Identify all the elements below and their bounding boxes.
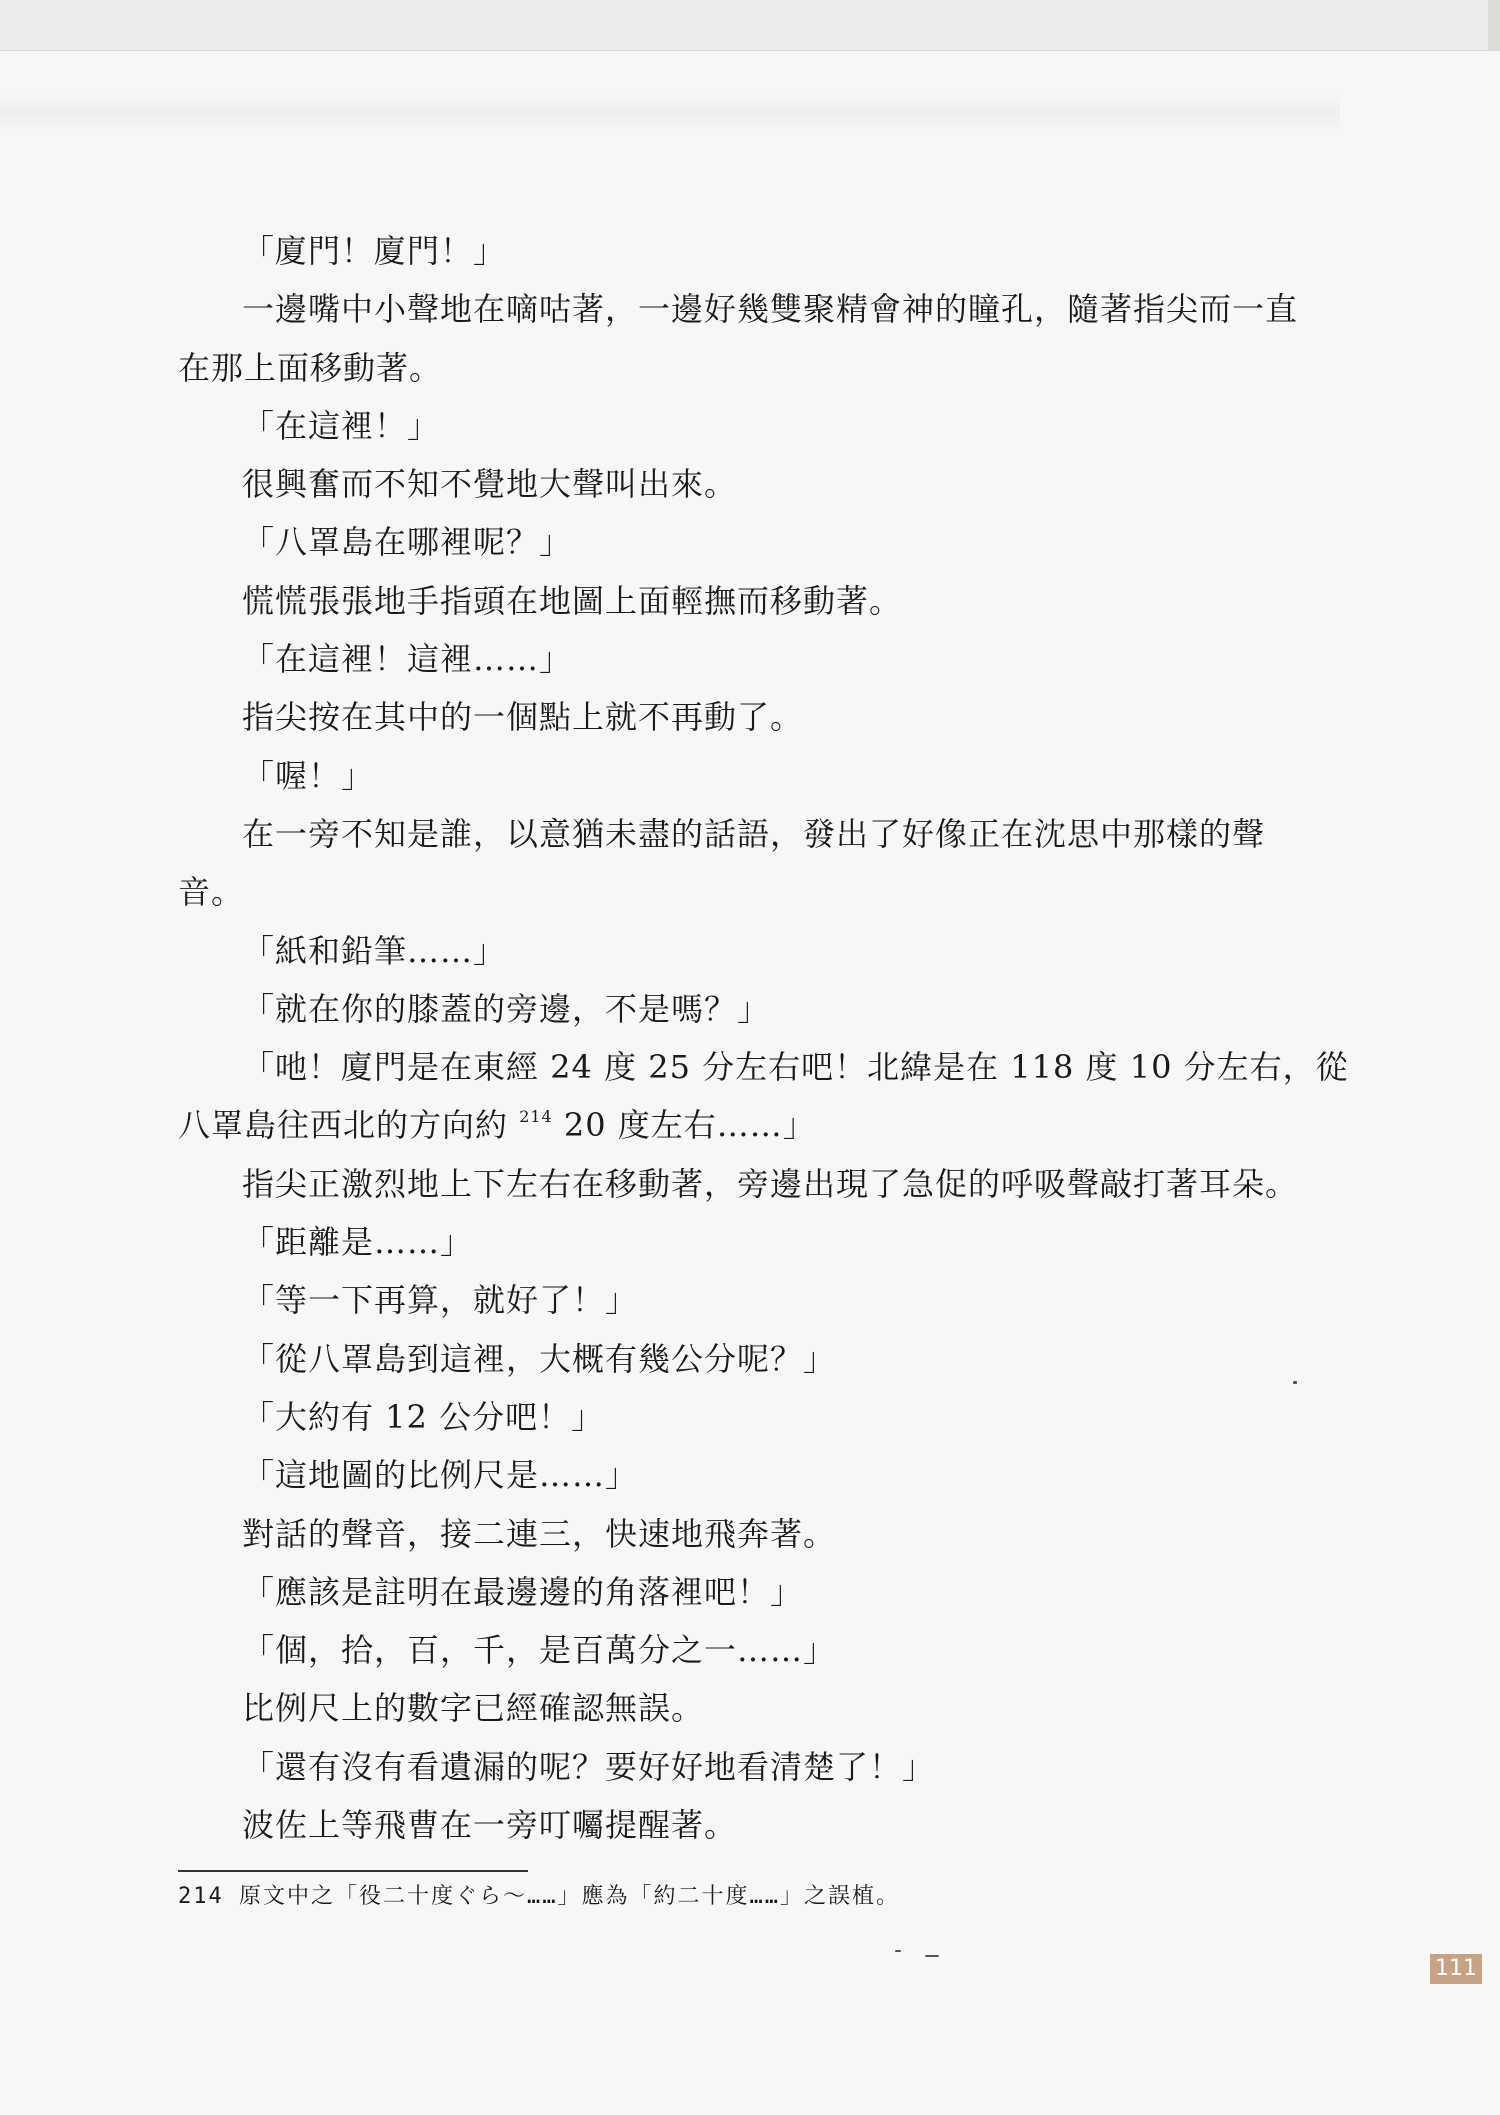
text-line: 「八罩島在哪裡呢？」 [242,523,573,562]
text-line: 「距離是……」 [242,1223,474,1262]
page-number: 111 [1430,1954,1482,1984]
scan-speck [1293,1381,1297,1384]
text-line: 對話的聲音，接二連三，快速地飛奔著。 [242,1514,837,1553]
scan-speck [925,1955,939,1957]
text-line: 「吔！廈門是在東經 24 度 25 分左右吧！北緯是在 118 度 10 分左右，從 [242,1048,1349,1087]
text-line: 「廈門！廈門！」 [242,232,507,270]
footnote-separator [178,1870,528,1872]
text-line: 「紙和鉛筆……」 [242,931,507,970]
text-line: 比例尺上的數字已經確認無誤。 [242,1689,705,1728]
text-line: 「就在你的膝蓋的旁邊，不是嗎？」 [242,989,771,1028]
text-line: 「大約有 12 公分吧！」 [242,1397,605,1436]
text-line: 波佐上等飛曹在一旁叮囑提醒著。 [242,1806,738,1845]
text-line: 「應該是註明在最邊邊的角落裡吧！」 [242,1572,804,1611]
body-text [178,222,1349,1854]
footnote-reference: 214 [519,1107,553,1127]
text-line: 「這地圖的比例尺是……」 [242,1456,639,1495]
scan-edge-shadow [1488,0,1500,50]
footnote: 214 原文中之「役二十度ぐら～……」應為「約二十度……」之誤植。 [178,1884,900,1909]
text-line: 「個，拾，百，千，是百萬分之一……」 [242,1631,837,1670]
text-segment: 20 度左右……」 [552,1106,816,1145]
text-line [178,1096,1300,1154]
text-line: 指尖正激烈地上下左右在移動著，旁邊出現了急促的呼吸聲敲打著耳朵。 [242,1164,1299,1203]
text-line: 「還有沒有看遺漏的呢？要好好地看清楚了！」 [242,1747,936,1786]
text-line: 在一旁不知是誰，以意猶未盡的話語，發出了好像正在沈思中那樣的聲 [242,814,1266,853]
text-line: 音。 [178,873,245,912]
scan-speck [895,1950,901,1952]
text-line: 在那上面移動著。 [178,348,443,387]
text-line: 一邊嘴中小聲地在嘀咕著，一邊好幾雙聚精會神的瞳孔，隨著指尖而一直 [242,290,1299,329]
text-line: 「喔！」 [242,756,375,795]
text-segment: 八罩島往西北的方向約 [178,1106,520,1145]
text-line: 「從八罩島到這裡，大概有幾公分呢？」 [242,1339,837,1378]
text-line: 「等一下再算，就好了！」 [242,1281,639,1320]
text-line: 很興奮而不知不覺地大聲叫出來。 [242,465,738,504]
text-line: 指尖按在其中的一個點上就不再動了。 [242,698,804,737]
scan-top-edge [0,0,1500,51]
text-line: 「在這裡！」 [242,406,441,445]
text-line: 慌慌張張地手指頭在地圖上面輕撫而移動著。 [242,581,903,620]
faint-header-rule [0,92,1340,134]
text-line: 「在這裡！這裡……」 [242,640,573,679]
